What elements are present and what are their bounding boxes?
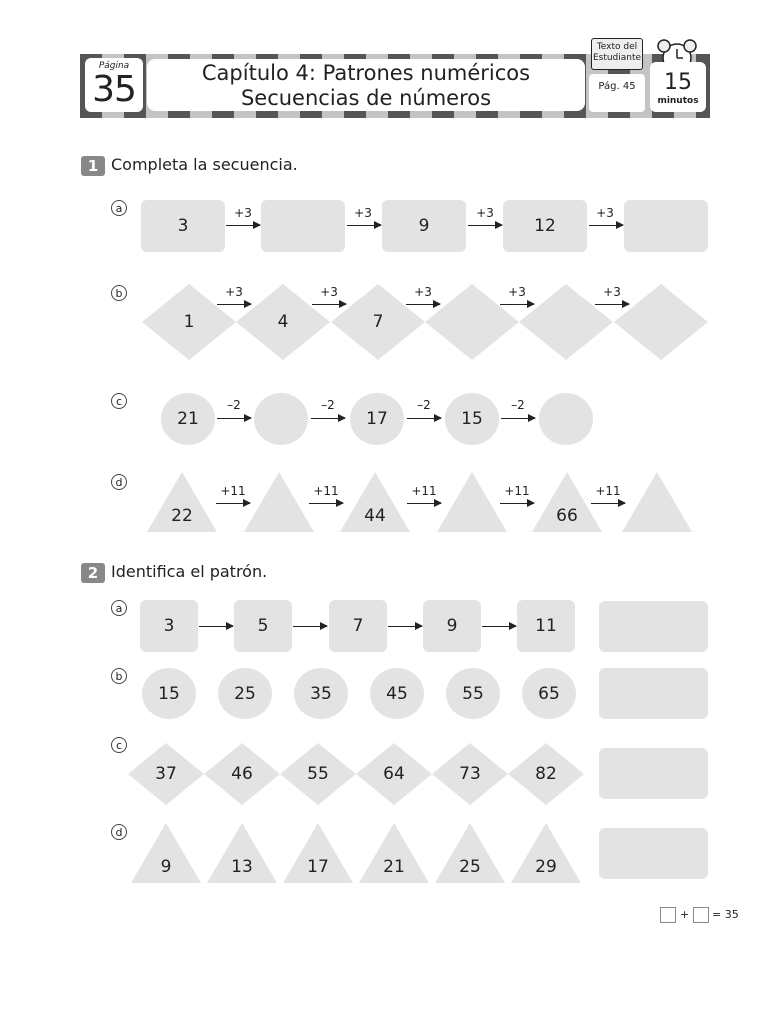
seq-triangle-blank[interactable] [244,472,314,532]
pattern-value: 46 [231,764,253,784]
arrow-icon [595,304,629,305]
seq-circle-blank[interactable] [254,393,308,445]
pattern-answer-box[interactable] [599,748,708,799]
arrow-icon [589,225,623,226]
time-box [650,62,706,112]
pattern-box: 3 [140,600,198,652]
operation-label: +11 [595,484,621,498]
time-value: 15 [664,70,692,95]
title-line-1: Capítulo 4: Patrones numéricos [201,61,531,85]
operation-label: +11 [504,484,530,498]
operation-label: –2 [227,398,241,412]
seq-triangle [532,472,602,532]
seq-diamond-blank[interactable] [519,284,613,360]
operation-label: +11 [220,484,246,498]
pattern-triangle [511,823,581,883]
seq-triangle-blank[interactable] [622,472,692,532]
pattern-diamond [356,743,432,805]
pattern-triangle [435,823,505,883]
pattern-triangle [207,823,277,883]
pattern-circle: 45 [370,668,424,719]
pattern-triangle [131,823,201,883]
page-title [147,59,585,111]
pattern-value: 29 [535,857,557,877]
pattern-value: 82 [535,764,557,784]
seq-circle-blank[interactable] [539,393,593,445]
operation-label: –2 [511,398,525,412]
arrow-icon [501,418,535,419]
arrow-icon [217,418,251,419]
pattern-value: 73 [459,764,481,784]
row-letter-2c: c [111,737,127,753]
pattern-box: 5 [234,600,292,652]
score-box-1[interactable] [660,907,676,923]
pattern-box: 7 [329,600,387,652]
row-letter-1a: a [111,200,127,216]
arrow-icon [293,626,327,627]
pattern-diamond [204,743,280,805]
operation-label: +11 [411,484,437,498]
page-number-box [85,58,143,112]
operation-label: –2 [417,398,431,412]
arrow-icon [407,418,441,419]
pattern-box: 11 [517,600,575,652]
activity-2-number: 2 [81,563,105,583]
seq-value: 44 [364,506,386,526]
operation-label: +3 [320,285,338,299]
book-tag: Texto del Estudiante [591,38,643,70]
operation-label: +3 [234,206,252,220]
page-number: 35 [92,69,136,110]
arrow-icon [406,304,440,305]
seq-diamond-blank[interactable] [425,284,519,360]
seq-value: 1 [183,312,195,332]
pattern-value: 64 [383,764,405,784]
arrow-icon [217,304,251,305]
row-letter-1c: c [111,393,127,409]
alarm-clock-icon [655,38,699,64]
arrow-icon [199,626,233,627]
operation-label: +3 [596,206,614,220]
title-line-2: Secuencias de números [240,86,492,110]
pattern-answer-box[interactable] [599,601,708,652]
book-page-box [589,74,645,112]
pattern-circle: 55 [446,668,500,719]
seq-diamond [236,284,330,360]
pattern-value: 37 [155,764,177,784]
arrow-icon [312,304,346,305]
time-label: minutos [657,96,699,106]
operation-label: +3 [476,206,494,220]
arrow-icon [347,225,381,226]
pattern-answer-box[interactable] [599,668,708,719]
arrow-icon [500,304,534,305]
activity-1-title: Completa la secuencia. [111,155,298,174]
operation-label: +3 [225,285,243,299]
pattern-circle: 15 [142,668,196,719]
arrow-icon [226,225,260,226]
seq-circle: 21 [161,393,215,445]
pattern-triangle [359,823,429,883]
plus-sign: + [680,908,690,921]
pattern-value: 25 [459,857,481,877]
seq-circle: 15 [445,393,499,445]
seq-diamond [331,284,425,360]
operation-label: +3 [603,285,621,299]
seq-box-blank[interactable] [624,200,708,252]
operation-label: –2 [321,398,335,412]
pattern-box: 9 [423,600,481,652]
arrow-icon [407,503,441,504]
pattern-diamond [280,743,356,805]
pattern-circle: 25 [218,668,272,719]
seq-value: 66 [556,506,578,526]
seq-triangle [340,472,410,532]
row-letter-1b: b [111,285,127,301]
score-total: = 35 [712,908,739,921]
seq-box: 12 [503,200,587,252]
arrow-icon [311,418,345,419]
pattern-diamond [508,743,584,805]
pattern-triangle [283,823,353,883]
seq-value: 22 [171,506,193,526]
score-box-2[interactable] [693,907,709,923]
seq-triangle [147,472,217,532]
seq-box-blank[interactable] [261,200,345,252]
arrow-icon [388,626,422,627]
row-letter-2b: b [111,668,127,684]
pattern-circle: 35 [294,668,348,719]
arrow-icon [482,626,516,627]
row-letter-1d: d [111,474,127,490]
pattern-diamond [128,743,204,805]
operation-label: +3 [414,285,432,299]
seq-box: 3 [141,200,225,252]
seq-value: 7 [372,312,384,332]
row-letter-2d: d [111,824,127,840]
seq-circle: 17 [350,393,404,445]
pattern-value: 21 [383,857,405,877]
pattern-diamond [432,743,508,805]
seq-diamond [142,284,236,360]
arrow-icon [468,225,502,226]
operation-label: +3 [354,206,372,220]
pattern-value: 13 [231,857,253,877]
operation-label: +3 [508,285,526,299]
pattern-value: 55 [307,764,329,784]
book-page: Pág. 45 [598,81,636,92]
seq-box: 9 [382,200,466,252]
page-label: Página [98,61,130,71]
pattern-value: 9 [160,857,172,877]
operation-label: +11 [313,484,339,498]
seq-value: 4 [277,312,289,332]
seq-diamond-blank[interactable] [614,284,708,360]
pattern-circle: 65 [522,668,576,719]
arrow-icon [309,503,343,504]
seq-triangle-blank[interactable] [437,472,507,532]
activity-2-title: Identifica el patrón. [111,562,268,581]
row-letter-2a: a [111,600,127,616]
activity-1-number: 1 [81,156,105,176]
pattern-value: 17 [307,857,329,877]
pattern-answer-box[interactable] [599,828,708,879]
